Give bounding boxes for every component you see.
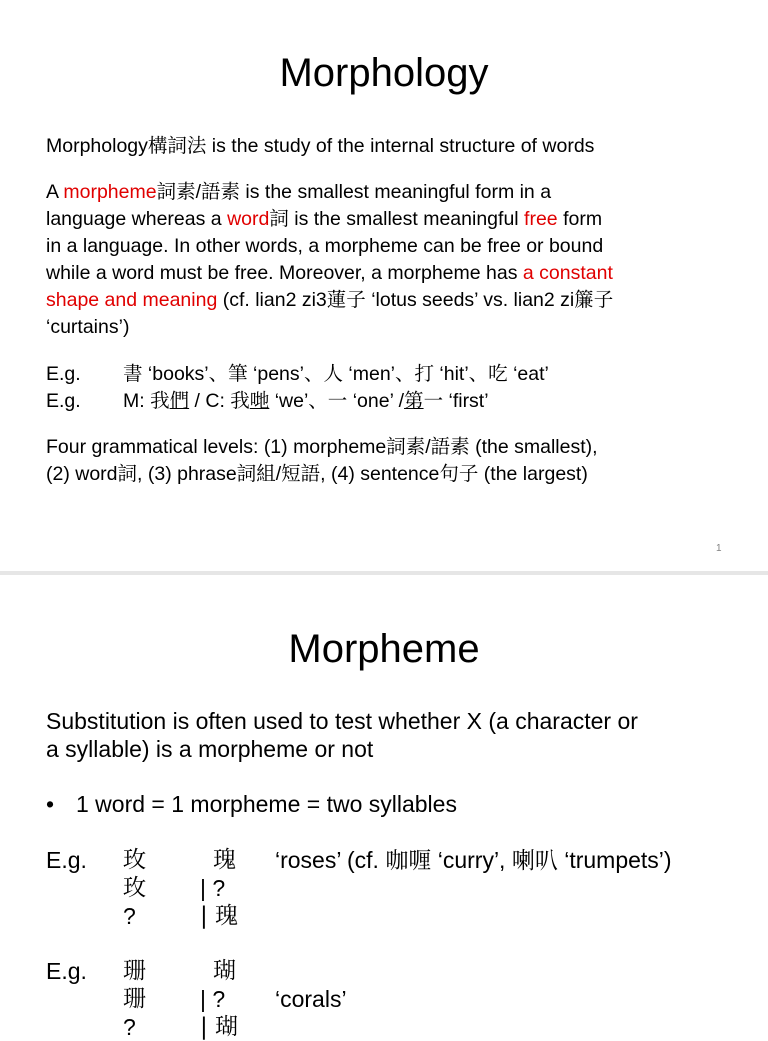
text-span: language whereas a	[46, 208, 228, 230]
para-line-2	[46, 206, 602, 233]
example-text	[123, 388, 489, 415]
example-cell: | 瑚	[200, 1014, 239, 1040]
highlight-morpheme: morpheme	[63, 181, 157, 203]
example-cell: 玫	[123, 847, 146, 873]
example-label: E.g.	[46, 363, 81, 385]
example-label: E.g.	[46, 958, 87, 984]
text-span: form	[557, 208, 603, 230]
underlined-char: 們	[169, 390, 190, 412]
para-line-5	[46, 287, 613, 314]
intro-text: Morphology構詞法 is the study of the internal structure of words	[46, 135, 595, 157]
example-cell: 瑰	[213, 847, 236, 873]
text-span: (cf. lian2 zi3蓮子 ‘lotus seeds’ vs. lian2 zi簾子	[217, 289, 614, 311]
underlined-char: 第	[404, 390, 424, 412]
example-cell: | 瑰	[200, 903, 239, 929]
text-span: 一 ‘first’	[423, 390, 489, 412]
example-cell: ?	[123, 903, 136, 929]
text-span: / C: 我	[189, 390, 250, 412]
levels-line-2: (2) word詞, (3) phrase詞組/短語, (4) sentence句子 (the largest)	[46, 463, 588, 485]
text-span: 詞 is the smallest meaningful	[269, 208, 525, 230]
highlight-word: word	[227, 208, 270, 230]
slide-title: Morphology	[279, 51, 489, 95]
example-cell: 瑚	[213, 958, 236, 984]
levels-line-1: Four grammatical levels: (1) morpheme詞素/語素 (the smallest),	[46, 436, 598, 458]
bullet-text: 1 word = 1 morpheme = two syllables	[76, 791, 457, 817]
para-line-4	[46, 260, 613, 287]
text-span: M: 我	[123, 390, 170, 412]
text-span: A	[46, 181, 64, 203]
highlight-free: free	[524, 208, 558, 230]
bullet-mark: •	[46, 791, 55, 817]
substitution-line-2: a syllable) is a morpheme or not	[46, 736, 374, 762]
example-label: E.g.	[46, 847, 87, 873]
para-line-1	[46, 179, 551, 206]
highlight-constant: a constant	[522, 262, 613, 284]
example-gloss: ‘roses’ (cf. 咖喱 ‘curry’, 喇叭 ‘trumpets’)	[275, 847, 672, 873]
text-span: 詞素/語素 is the smallest meaningful form in a	[156, 181, 552, 203]
slide-2	[0, 575, 768, 1040]
example-cell: 玫	[123, 875, 146, 901]
para-line-3: in a language. In other words, a morpheme can be free or bound	[46, 235, 604, 257]
example-gloss: ‘corals’	[275, 986, 347, 1012]
slide-title: Morpheme	[288, 627, 480, 671]
para-line-6: ‘curtains’)	[46, 316, 130, 338]
text-span: ‘we’、一 ‘one’ /	[269, 390, 405, 412]
example-label: E.g.	[46, 390, 81, 412]
text-span: while a word must be free. Moreover, a morpheme has	[46, 262, 523, 284]
example-cell: | ?	[200, 875, 226, 901]
example-cell: ?	[123, 1014, 136, 1040]
underlined-char: 哋	[249, 390, 270, 412]
example-cell: | ?	[200, 986, 226, 1012]
highlight-shape-meaning: shape and meaning	[46, 289, 218, 311]
substitution-line-1: Substitution is often used to test whether X (a character or	[46, 708, 638, 734]
example-cell: 珊	[123, 958, 146, 984]
page-number: 1	[716, 543, 722, 554]
example-cell: 珊	[123, 986, 146, 1012]
example-text: 書 ‘books’、筆 ‘pens’、人 ‘men’、打 ‘hit’、吃 ‘eat’	[123, 363, 549, 385]
